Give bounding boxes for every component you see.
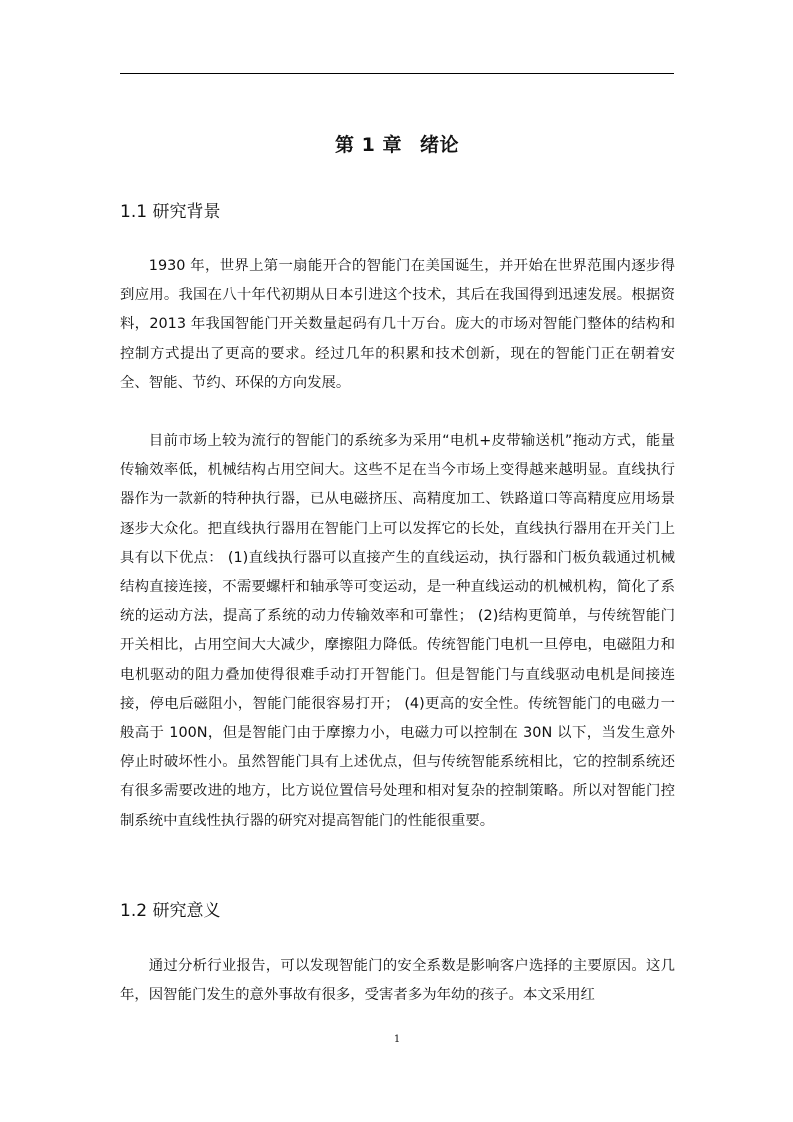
header-rule <box>120 73 674 74</box>
paragraph-background-history: 1930 年，世界上第一扇能开合的智能门在美国诞生，并开始在世界范围内逐步得到应用。我国在八十年代初期从日本引进这个技术，其后在我国得到迅速发展。根据资料，2013 年我国智能门开关数量起码有几十万台。庞大的市场对智能门整体的结构和控制方式提出了更高的要求。经过几年的积累和技术创新，现在的智能门正在朝着安全、智能、节约、环保的方向发展。 <box>120 258 675 391</box>
chapter-title <box>120 128 674 162</box>
chapter-name: 绪论 <box>419 134 459 156</box>
page-number: 1 <box>393 1034 401 1045</box>
paragraph-background-linear-actuator: 目前市场上较为流行的智能门的系统多为采用“电机+皮带输送机”拖动方式，能量传输效率低，机械结构占用空间大。这些不足在当今市场上变得越来越明显。直线执行器作为一款新的特种执行器，已从电磁挤压、高精度加工、铁路道口等高精度应用场景逐步大众化。把直线执行器用在智能门上可以发挥它的长处，直线执行器用在开关门上具有以下优点： (1)直线执行器可以直接产生的直线运动，执行器和门板负载通过机械结构直接连接，不需要螺杆和轴承等可变运动，是一种直线运动的机械机构，简化了系统的运动方法，提高了系统的动力传输效率和可靠性； (2)结构更简单，与传统智能门开关相比，占用空间大大减少，摩擦阻力降低。传统智能门电机一旦停电，电磁阻力和电机驱动的阻力叠加使得很难手动打开智能门。但是智能门与直线驱动电机是间接连接，停电后磁阻小，智能门能很容易打开； (4)更高的安全性。传统智能门的电磁力一般高于 100N，但是智能门由于摩擦力小，电磁力可以控制在 30N 以下，当发生意外停止时破坏性小。虽然智能门具有上述优点，但与传统智能系统相比，它的控制系统还有很多需要改进的地方，比方说位置信号处理和相对复杂的控制策略。所以对智能门控制系统中直线性执行器的研究对提高智能门的性能很重要。 <box>120 433 675 829</box>
section-heading-background: 1.1 研究背景 <box>120 202 221 222</box>
section-heading-significance: 1.2 研究意义 <box>120 901 221 921</box>
paragraph-significance: 通过分析行业报告，可以发现智能门的安全系数是影响客户选择的主要原因。这几年，因智能门发生的意外事故有很多，受害者多为年幼的孩子。本文采用红 <box>120 958 675 1004</box>
chapter-number: 第 1 章 <box>335 134 402 156</box>
